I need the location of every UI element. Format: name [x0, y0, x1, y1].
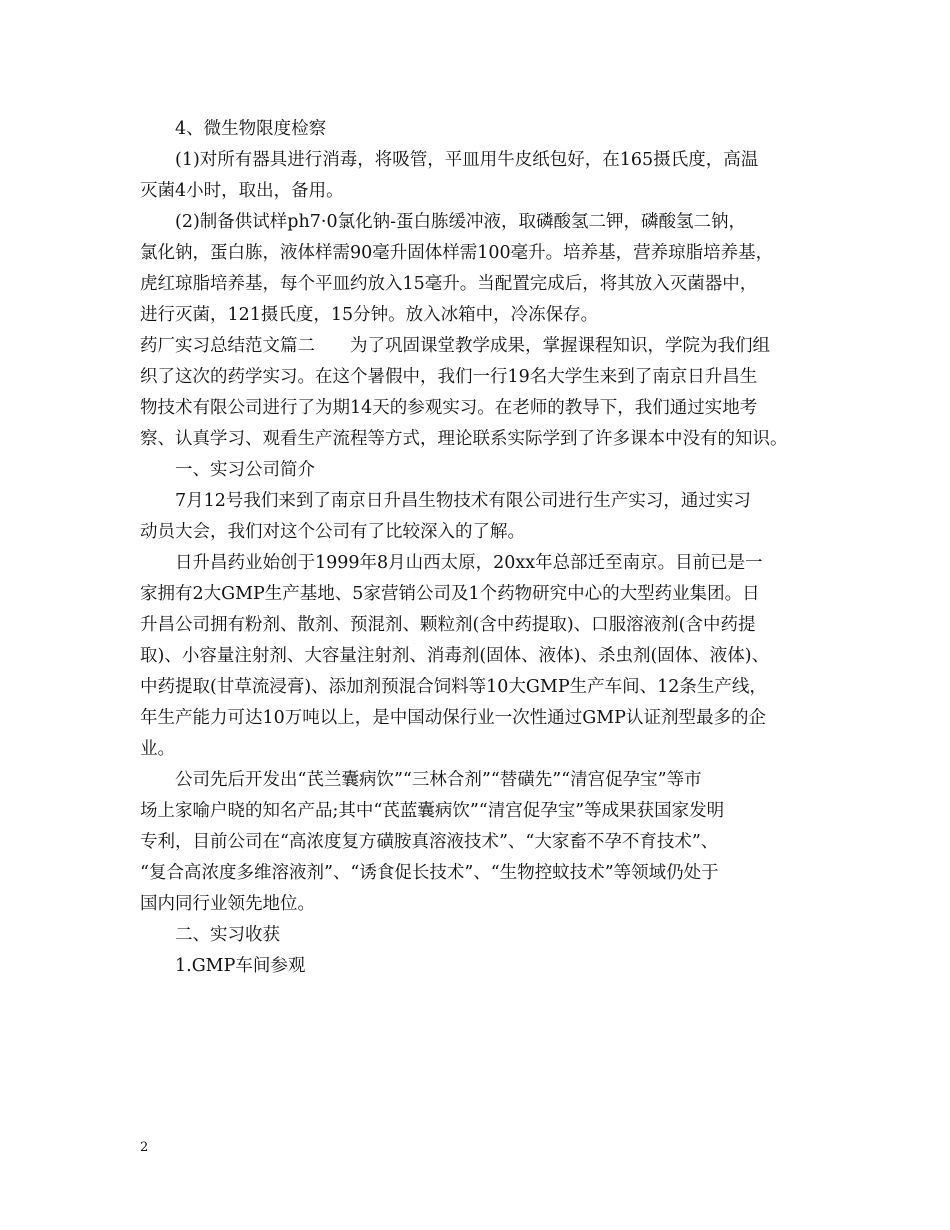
- text-line: 虎红琼脂培养基，每个平皿约放入15毫升。当配置完成后，将其放入灭菌器中，: [140, 274, 758, 294]
- paragraph-sterilize-equipment: [140, 145, 820, 207]
- text-line: 氯化钠，蛋白胨，液体样需90毫升固体样需100毫升。培养基，营养琼脂培养基，: [140, 243, 774, 263]
- text-line: 公司先后开发出“芪兰囊病饮”“三林合剂”“替磺先”“清宫促孕宝”等市: [175, 770, 702, 790]
- text-line: 中药提取(甘草流浸膏)、添加剂预混合饲料等10大GMP生产车间、12条生产线，: [140, 677, 767, 697]
- section-heading-microbial-limit: [140, 114, 820, 145]
- text-line: 一、实习公司简介: [175, 460, 315, 480]
- text-line: 7月12号我们来到了南京日升昌生物技术有限公司进行生产实习，通过实习: [175, 491, 751, 511]
- paragraph-prepare-sample: [140, 207, 820, 331]
- text-line: 家拥有2大GMP生产基地、5家营销公司及1个药物研究中心的大型药业集团。日: [140, 584, 760, 604]
- text-line: 察、认真学习、观看生产流程等方式，理论联系实际学到了许多课本中没有的知识。: [140, 429, 788, 449]
- document-body: [140, 114, 820, 982]
- text-line: 织了这次的药学实习。在这个暑假中，我们一行19名大学生来到了南京日升昌生: [140, 367, 758, 387]
- text-line: 专利，目前公司在“高浓度复方磺胺真溶液技术”、“大家畜不孕不育技术”、: [140, 832, 719, 852]
- text-line: 4、微生物限度检察: [175, 119, 327, 139]
- text-line: 国内同行业领先地位。: [140, 894, 315, 914]
- text-line: 场上家喻户晓的知名产品;其中“芪蓝囊病饮”“清宫促孕宝”等成果获国家发明: [140, 801, 725, 821]
- text-line: 灭菌4小时，取出，备用。: [140, 181, 344, 201]
- heading-company-intro: [140, 455, 820, 486]
- paragraph-company-history: [140, 548, 820, 765]
- text-line: (2)制备供试样ph7·0氯化钠-蛋白胨缓冲液，取磷酸氢二钾，磷酸氢二钠，: [175, 212, 747, 232]
- text-line: “复合高浓度多维溶液剂”、“诱食促长技术”、“生物控蚊技术”等领域仍处于: [140, 863, 719, 883]
- text-line: 1.GMP车间参观: [175, 956, 306, 976]
- text-line: 年生产能力可达10万吨以上，是中国动保行业一次性通过GMP认证剂型最多的企: [140, 708, 766, 728]
- text-line: (1)对所有器具进行消毒，将吸管，平皿用牛皮纸包好，在165摄氏度，高温: [175, 150, 759, 170]
- page-number: 2: [140, 1140, 149, 1155]
- text-line: 动员大会，我们对这个公司有了比较深入的了解。: [140, 522, 525, 542]
- text-line: 日升昌药业始创于1999年8月山西太原，20xx年总部迁至南京。目前已是一: [175, 553, 763, 573]
- text-line: 业。: [140, 739, 175, 759]
- paragraph-article-intro: [140, 331, 820, 455]
- paragraph-products: [140, 765, 820, 920]
- text-line: 二、实习收获: [175, 925, 280, 945]
- heading-internship-gains: [140, 920, 820, 951]
- text-line: 取)、小容量注射剂、大容量注射剂、消毒剂(固体、液体)、杀虫剂(固体、液体)、: [140, 646, 770, 666]
- text-line: 物技术有限公司进行了为期14天的参观实习。在老师的教导下，我们通过实地考: [140, 398, 758, 418]
- heading-gmp-visit: [140, 951, 820, 982]
- text-line: 进行灭菌，121摄氏度，15分钟。放入冰箱中，冷冻保存。: [140, 305, 599, 325]
- text-line: 升昌公司拥有粉剂、散剂、预混剂、颗粒剂(含中药提取)、口服溶液剂(含中药提: [140, 615, 756, 635]
- text-line: 药厂实习总结范文篇二 为了巩固课堂教学成果，掌握课程知识，学院为我们组: [140, 336, 770, 356]
- paragraph-arrival: [140, 486, 820, 548]
